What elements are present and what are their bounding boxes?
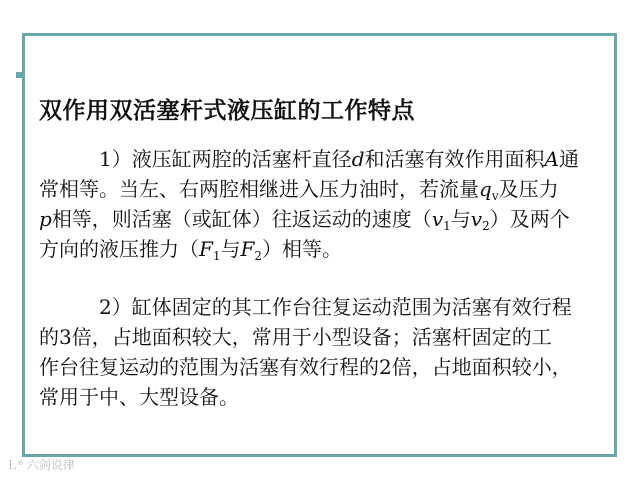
paragraph-1-line-4 <box>39 234 599 264</box>
velocity-symbol-v1: v <box>431 207 444 231</box>
force-symbol-f1: F <box>199 237 213 261</box>
paragraph-2-line-4: 常用于中、大型设备。 <box>39 385 239 409</box>
paragraph-2 <box>39 292 599 412</box>
flow-symbol-q-subscript: v <box>491 189 499 203</box>
paragraph-1-line-3 <box>39 204 599 234</box>
force-symbol-f2-subscript: 2 <box>254 249 263 263</box>
p1-l1-text-a: 1）液压缸两腔的活塞杆直径 <box>99 147 352 171</box>
paragraph-1 <box>39 144 599 264</box>
diameter-symbol-d: d <box>351 147 365 171</box>
slide-frame <box>22 33 617 457</box>
paragraph-2-line-3: 作台往复运动的范围为活塞有效行程的2倍，占地面积较小， <box>39 355 572 379</box>
p1-l4-text-a: 方向的液压推力（ <box>39 237 199 261</box>
paragraph-1-line-1 <box>39 144 599 174</box>
watermark: Ｌ⁶ 六剑说律 <box>6 458 75 472</box>
p1-l3-text-a: 相等，则活塞（或缸体）往返运动的速度（ <box>51 207 432 231</box>
slide-title: 双作用双活塞杆式液压缸的工作特点 <box>39 97 415 124</box>
paragraph-1-line-2 <box>39 174 599 204</box>
paragraph-2-line-1: 2）缸体固定的其工作台往复运动范围为活塞有效行程 <box>99 295 572 319</box>
pressure-symbol-p: p <box>39 207 52 231</box>
velocity-symbol-v1-subscript: 1 <box>443 219 451 233</box>
p1-l2-text-a: 常相等。当左、右两腔相继进入压力油时，若流量 <box>39 177 479 201</box>
p1-l4-text-b: ）相等。 <box>262 237 343 261</box>
p1-l2-text-b: 及压力 <box>498 177 559 201</box>
velocity-symbol-v2: v <box>470 207 483 231</box>
velocity-symbol-v2-subscript: 2 <box>482 219 490 233</box>
area-symbol-a: A <box>544 147 559 171</box>
p1-l3-and: 与 <box>450 207 471 231</box>
force-symbol-f2: F <box>240 237 255 261</box>
force-symbol-f1-subscript: 1 <box>212 249 221 263</box>
paragraph-2-line-2: 的3倍，占地面积较大，常用于小型设备；活塞杆固定的工 <box>39 325 552 349</box>
p1-l3-text-b: ）及两个 <box>489 207 570 231</box>
p1-l1-text-c: 通 <box>559 147 579 171</box>
p1-l4-and: 与 <box>220 237 241 261</box>
flow-symbol-q: q <box>479 177 492 201</box>
p1-l1-text-b: 和活塞有效作用面积 <box>364 147 545 171</box>
